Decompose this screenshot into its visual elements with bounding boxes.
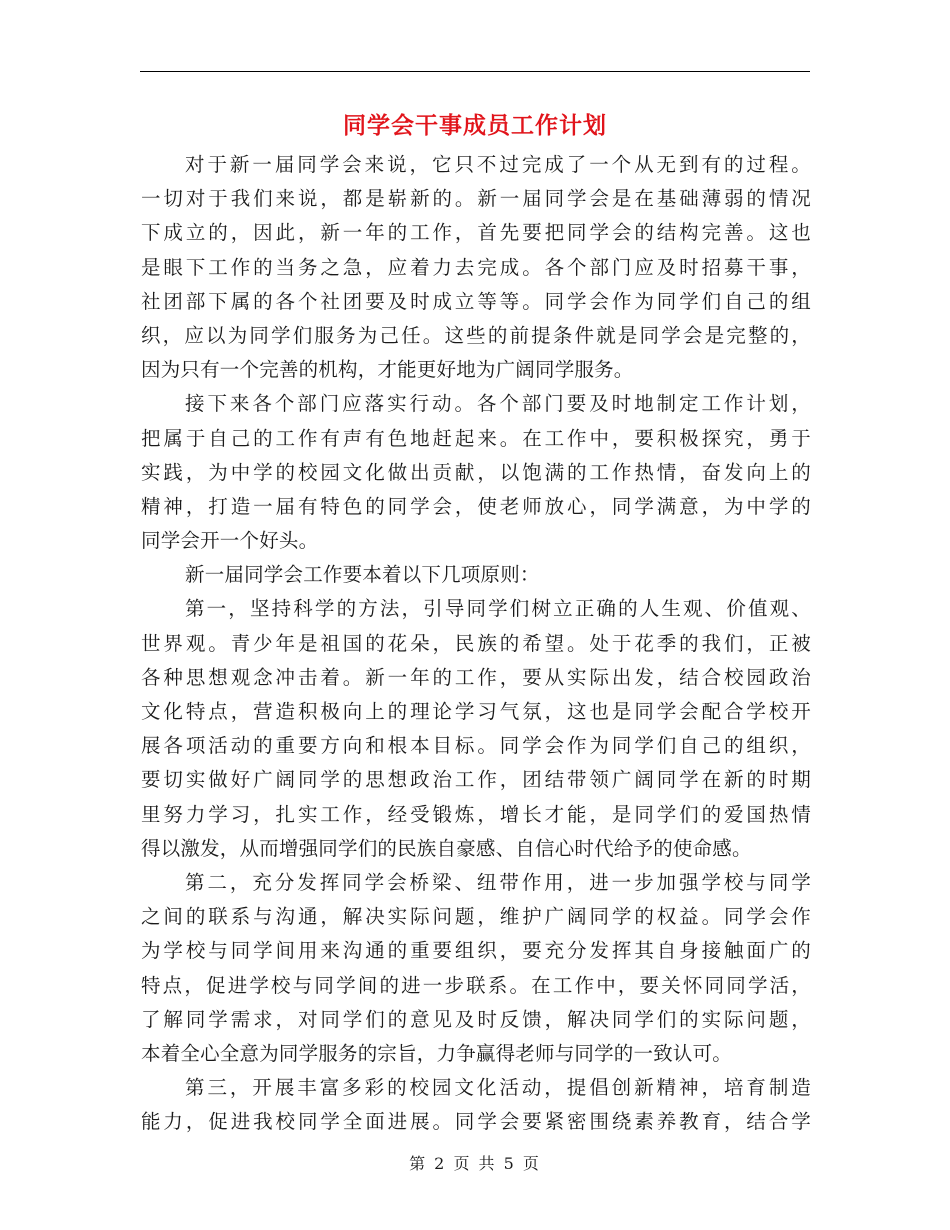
paragraph-line: 展各项活动的重要方向和根本目标。同学会作为同学们自己的组织， xyxy=(141,734,811,758)
paragraph-line: 实践，为中学的校园文化做出贡献，以饱满的工作热情，奋发向上的 xyxy=(141,460,811,484)
paragraph-line: 第三，开展丰富多彩的校园文化活动，提倡创新精神，培育制造 xyxy=(185,1076,811,1100)
paragraph-line: 精神，打造一届有特色的同学会，使老师放心，同学满意，为中学的 xyxy=(141,494,811,518)
document-title: 同学会干事成员工作计划 xyxy=(343,112,607,139)
paragraph-line: 同学会开一个好头。 xyxy=(141,529,319,553)
paragraph-line: 各种思想观念冲击着。新一年的工作，要从实际出发，结合校园政治 xyxy=(141,665,811,689)
paragraph-line: 接下来各个部门应落实行动。各个部门要及时地制定工作计划， xyxy=(185,392,811,416)
paragraph-line: 世界观。青少年是祖国的花朵，民族的希望。处于花季的我们，正被 xyxy=(141,631,811,655)
paragraph-line: 要切实做好广阔同学的思想政治工作，团结带领广阔同学在新的时期 xyxy=(141,768,811,792)
paragraph-line: 是眼下工作的当务之急，应着力去完成。各个部门应及时招募干事， xyxy=(141,255,811,279)
paragraph-line: 了解同学需求，对同学们的意见及时反馈，解决同学们的实际问题， xyxy=(141,1007,811,1031)
paragraph-line: 把属于自己的工作有声有色地赶起来。在工作中，要积极探究，勇于 xyxy=(141,426,811,450)
document-body xyxy=(141,148,811,1139)
paragraph-line: 里努力学习，扎实工作，经受锻炼，增长才能，是同学们的爱国热情 xyxy=(141,802,811,826)
paragraph-line: 下成立的，因此，新一年的工作，首先要把同学会的结构完善。这也 xyxy=(141,221,811,245)
page-number-footer: 第 2 页 共 5 页 xyxy=(409,1154,541,1173)
paragraph-line: 对于新一届同学会来说，它只不过完成了一个从无到有的过程。 xyxy=(185,153,811,176)
paragraph-line: 为学校与同学间用来沟通的重要组织，要充分发挥其自身接触面广的 xyxy=(141,939,811,963)
paragraph-line: 因为只有一个完善的机构，才能更好地为广阔同学服务。 xyxy=(141,358,634,382)
header-rule xyxy=(140,71,810,72)
paragraph-line: 第一，坚持科学的方法，引导同学们树立正确的人生观、价值观、 xyxy=(185,597,811,621)
paragraph-line: 织，应以为同学们服务为己任。这些的前提条件就是同学会是完整的， xyxy=(141,323,811,347)
paragraph-line: 能力，促进我校同学全面进展。同学会要紧密围绕素养教育，结合学 xyxy=(141,1110,811,1134)
paragraph-line: 特点，促进学校与同学间的进一步联系。在工作中，要关怀同同学活， xyxy=(141,973,811,997)
paragraph-line: 社团部下属的各个社团要及时成立等等。同学会作为同学们自己的组 xyxy=(141,289,811,313)
paragraph-line: 新一届同学会工作要本着以下几项原则： xyxy=(185,563,540,587)
paragraph-line: 文化特点，营造积极向上的理论学习气氛，这也是同学会配合学校开 xyxy=(141,700,811,723)
paragraph-line: 得以激发，从而增强同学们的民族自豪感、自信心时代给予的使命感。 xyxy=(141,836,752,860)
paragraph-line: 本着全心全意为同学服务的宗旨，力争赢得老师与同学的一致认可。 xyxy=(141,1041,733,1065)
paragraph-line: 第二，充分发挥同学会桥梁、纽带作用，进一步加强学校与同学 xyxy=(185,870,811,894)
paragraph-line: 之间的联系与沟通，解决实际问题，维护广阔同学的权益。同学会作 xyxy=(141,905,811,929)
paragraph-line: 一切对于我们来说，都是崭新的。新一届同学会是在基础薄弱的情况 xyxy=(141,187,811,211)
